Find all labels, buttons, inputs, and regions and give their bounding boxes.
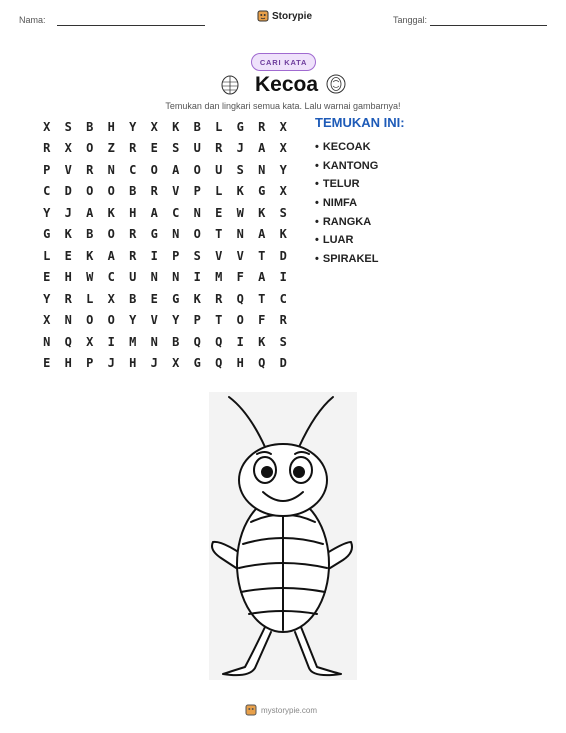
grid-cell[interactable]: G [193, 356, 201, 371]
date-field [393, 15, 427, 25]
grid-cell[interactable]: C [43, 184, 51, 199]
grid-cell[interactable]: R [279, 313, 287, 328]
grid-cell[interactable]: A [258, 227, 266, 242]
grid-cell[interactable]: C [172, 205, 180, 220]
grid-cell[interactable]: S [193, 248, 201, 263]
grid-cell[interactable]: A [258, 141, 266, 156]
grid-cell[interactable]: N [172, 270, 180, 285]
bullet: • [315, 252, 319, 265]
grid-cell[interactable]: U [129, 270, 137, 285]
grid-cell[interactable]: Y [129, 119, 137, 134]
date-line [430, 25, 547, 26]
grid-cell[interactable]: G [172, 291, 180, 306]
grid-cell[interactable]: G [236, 119, 244, 134]
grid-cell[interactable]: J [107, 356, 115, 371]
grid-cell[interactable]: H [129, 356, 137, 371]
grid-cell[interactable]: B [193, 119, 201, 134]
grid-cell[interactable]: S [236, 162, 244, 177]
grid-cell[interactable]: Y [43, 205, 51, 220]
grid-cell[interactable]: J [64, 205, 72, 220]
grid-cell[interactable]: N [193, 205, 201, 220]
cockroach-illustration [209, 392, 357, 680]
grid-cell[interactable]: O [236, 313, 244, 328]
grid-cell[interactable]: X [150, 119, 158, 134]
grid-cell[interactable]: Y [129, 313, 137, 328]
word-list-item [315, 194, 378, 213]
grid-cell[interactable]: M [129, 334, 137, 349]
grid-cell[interactable]: N [43, 334, 51, 349]
date-label: Tanggal: [393, 15, 428, 25]
grid-cell[interactable]: C [279, 291, 287, 306]
grid-cell[interactable]: R [64, 291, 72, 306]
grid-cell[interactable]: K [107, 205, 115, 220]
grid-cell[interactable]: B [172, 334, 180, 349]
grid-cell[interactable]: Q [236, 291, 244, 306]
grid-cell[interactable]: T [215, 313, 223, 328]
grid-cell[interactable]: X [172, 356, 180, 371]
grid-cell[interactable]: O [86, 141, 94, 156]
word-list-title: TEMUKAN INI: [315, 115, 405, 130]
word-text: KANTONG [322, 159, 379, 172]
grid-cell[interactable]: E [215, 205, 223, 220]
grid-cell[interactable]: Z [107, 141, 115, 156]
instruction-text: Temukan dan lingkari semua kata. Lalu warnai gambarnya! [165, 101, 401, 111]
word-text: SPIRAKEL [322, 252, 379, 265]
grid-cell[interactable]: A [150, 205, 158, 220]
grid-cell[interactable]: S [172, 141, 180, 156]
word-list [315, 138, 378, 268]
grid-cell[interactable]: X [107, 291, 115, 306]
name-label: Nama: [19, 15, 46, 25]
grid-cell[interactable]: S [279, 205, 287, 220]
grid-row [36, 202, 294, 224]
grid-cell[interactable]: K [193, 291, 201, 306]
grid-cell[interactable]: G [150, 227, 158, 242]
grid-cell[interactable]: K [279, 227, 287, 242]
grid-cell[interactable]: O [107, 184, 115, 199]
grid-cell[interactable]: E [150, 141, 158, 156]
grid-cell[interactable]: A [172, 162, 180, 177]
grid-cell[interactable]: D [64, 184, 72, 199]
grid-cell[interactable]: B [86, 119, 94, 134]
grid-cell[interactable]: H [129, 205, 137, 220]
grid-cell[interactable]: G [43, 227, 51, 242]
grid-cell[interactable]: P [43, 162, 51, 177]
word-search-grid [36, 116, 294, 374]
grid-cell[interactable]: X [279, 184, 287, 199]
grid-cell[interactable]: E [43, 356, 51, 371]
egg-ornament-icon [325, 73, 347, 95]
bullet: • [315, 141, 319, 154]
grid-cell[interactable]: R [129, 227, 137, 242]
grid-row [36, 224, 294, 246]
page-title: Kecoa [255, 73, 319, 96]
grid-cell[interactable]: X [43, 313, 51, 328]
grid-cell[interactable]: V [215, 248, 223, 263]
grid-cell[interactable]: N [150, 334, 158, 349]
grid-cell[interactable]: R [86, 162, 94, 177]
grid-cell[interactable]: K [236, 184, 244, 199]
grid-cell[interactable]: K [258, 205, 266, 220]
grid-cell[interactable]: B [129, 291, 137, 306]
grid-row [36, 288, 294, 310]
activity-badge: CARI KATA [251, 53, 316, 71]
word-text: LUAR [322, 234, 354, 247]
grid-cell[interactable]: J [236, 141, 244, 156]
grid-cell[interactable]: O [193, 227, 201, 242]
grid-cell[interactable]: N [150, 270, 158, 285]
cockroach-drawing-icon [209, 392, 357, 680]
grid-cell[interactable]: V [172, 184, 180, 199]
grid-cell[interactable]: T [258, 291, 266, 306]
grid-cell[interactable]: P [86, 356, 94, 371]
grid-cell[interactable]: T [258, 248, 266, 263]
grid-cell[interactable]: K [64, 227, 72, 242]
grid-row [36, 181, 294, 203]
grid-cell[interactable]: R [129, 141, 137, 156]
grid-row [36, 310, 294, 332]
grid-cell[interactable]: B [129, 184, 137, 199]
grid-cell[interactable]: J [150, 356, 158, 371]
grid-cell[interactable]: C [107, 270, 115, 285]
grid-cell[interactable]: X [86, 334, 94, 349]
grid-cell[interactable]: C [129, 162, 137, 177]
grid-cell[interactable]: H [236, 356, 244, 371]
footer-url: mystorypie.com [261, 705, 318, 715]
grid-cell[interactable]: S [64, 119, 72, 134]
grid-cell[interactable]: Y [172, 313, 180, 328]
grid-cell[interactable]: B [86, 227, 94, 242]
grid-cell[interactable]: S [279, 334, 287, 349]
grid-cell[interactable]: E [64, 248, 72, 263]
grid-cell[interactable]: W [86, 270, 94, 285]
grid-cell[interactable]: N [172, 227, 180, 242]
grid-cell[interactable]: N [236, 227, 244, 242]
word-list-item [315, 175, 378, 194]
grid-cell[interactable]: P [172, 248, 180, 263]
bullet: • [315, 159, 319, 172]
grid-cell[interactable]: O [150, 162, 158, 177]
grid-cell[interactable]: R [150, 184, 158, 199]
bullet: • [315, 178, 319, 191]
grid-cell[interactable]: P [193, 313, 201, 328]
grid-cell[interactable]: L [215, 119, 223, 134]
grid-cell[interactable]: Q [258, 356, 266, 371]
grid-cell[interactable]: I [193, 270, 201, 285]
word-list-item [315, 212, 378, 231]
footer [245, 704, 317, 716]
grid-cell[interactable]: N [258, 162, 266, 177]
grid-cell[interactable]: P [193, 184, 201, 199]
grid-cell[interactable]: F [258, 313, 266, 328]
grid-cell[interactable]: Q [215, 334, 223, 349]
grid-cell[interactable]: E [150, 291, 158, 306]
grid-cell[interactable]: R [258, 119, 266, 134]
storypie-logo-icon [257, 10, 269, 22]
brand-name: Storypie [272, 10, 313, 22]
grid-cell[interactable]: G [258, 184, 266, 199]
grid-cell[interactable]: X [64, 141, 72, 156]
grid-row [36, 116, 294, 138]
grid-cell[interactable]: I [279, 270, 287, 285]
grid-cell[interactable]: H [64, 270, 72, 285]
bullet: • [315, 197, 319, 210]
grid-cell[interactable]: R [215, 291, 223, 306]
word-list-item [315, 231, 378, 250]
word-list-item [315, 250, 378, 269]
grid-cell[interactable]: O [107, 313, 115, 328]
grid-cell[interactable]: O [86, 313, 94, 328]
grid-cell[interactable]: Y [43, 291, 51, 306]
grid-cell[interactable]: K [86, 248, 94, 263]
grid-cell[interactable]: D [279, 356, 287, 371]
storypie-footer-icon [245, 704, 257, 716]
word-list-item [315, 138, 378, 157]
grid-cell[interactable]: Q [215, 356, 223, 371]
word-list-item [315, 157, 378, 176]
grid-cell[interactable]: H [64, 356, 72, 371]
grid-cell[interactable]: T [215, 227, 223, 242]
grid-cell[interactable]: Y [279, 162, 287, 177]
grid-cell[interactable]: M [215, 270, 223, 285]
bullet: • [315, 215, 319, 228]
grid-cell[interactable]: R [129, 248, 137, 263]
grid-row [36, 267, 294, 289]
brand-logo [257, 10, 312, 22]
grid-row [36, 353, 294, 375]
grid-cell[interactable]: W [236, 205, 244, 220]
word-text: KECOAK [322, 141, 371, 154]
grid-cell[interactable]: N [64, 313, 72, 328]
grid-cell[interactable]: N [107, 162, 115, 177]
grid-cell[interactable]: Q [193, 334, 201, 349]
grid-row [36, 138, 294, 160]
bullet: • [315, 234, 319, 247]
name-field [19, 15, 46, 25]
grid-row [36, 159, 294, 181]
grid-cell[interactable]: F [236, 270, 244, 285]
grid-cell[interactable]: Q [64, 334, 72, 349]
grid-cell[interactable]: E [43, 270, 51, 285]
grid-cell[interactable]: I [107, 334, 115, 349]
name-line [57, 25, 205, 26]
word-text: RANGKA [322, 215, 372, 228]
grid-cell[interactable]: X [279, 119, 287, 134]
grid-cell[interactable]: O [107, 227, 115, 242]
grid-cell[interactable]: H [107, 119, 115, 134]
grid-row [36, 245, 294, 267]
grid-cell[interactable]: A [107, 248, 115, 263]
cockroach-ornament-icon [220, 73, 240, 95]
grid-cell[interactable]: L [215, 184, 223, 199]
grid-cell[interactable]: O [86, 184, 94, 199]
grid-cell[interactable]: D [279, 248, 287, 263]
grid-cell[interactable]: X [43, 119, 51, 134]
grid-cell[interactable]: I [150, 248, 158, 263]
grid-row [36, 331, 294, 353]
grid-cell[interactable]: U [215, 162, 223, 177]
grid-cell[interactable]: A [86, 205, 94, 220]
grid-cell[interactable]: X [279, 141, 287, 156]
grid-cell[interactable]: K [172, 119, 180, 134]
grid-cell[interactable]: A [258, 270, 266, 285]
grid-cell[interactable]: O [193, 162, 201, 177]
grid-cell[interactable]: L [86, 291, 94, 306]
word-text: TELUR [322, 178, 360, 191]
grid-cell[interactable]: L [43, 248, 51, 263]
grid-cell[interactable]: K [258, 334, 266, 349]
grid-cell[interactable]: I [236, 334, 244, 349]
grid-cell[interactable]: U [193, 141, 201, 156]
grid-cell[interactable]: R [43, 141, 51, 156]
word-text: NIMFA [322, 197, 358, 210]
grid-cell[interactable]: R [215, 141, 223, 156]
grid-cell[interactable]: V [64, 162, 72, 177]
grid-cell[interactable]: V [236, 248, 244, 263]
grid-cell[interactable]: V [150, 313, 158, 328]
